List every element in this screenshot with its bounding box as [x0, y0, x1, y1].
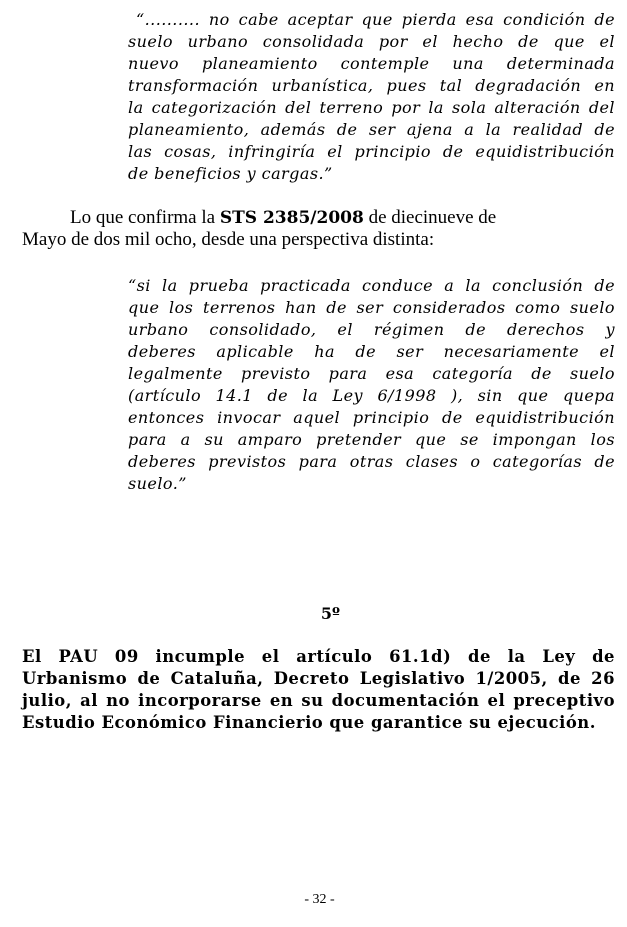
quote-line: urbano consolidado, el régimen de derechos y [128, 320, 615, 339]
quote-line: entonces invocar aquel principio de equidistribución [128, 408, 615, 427]
quote-line: “.......... no cabe aceptar que pierda esa condición de [136, 10, 615, 29]
quote-line: las cosas, infringiría el principio de equidistribución [128, 142, 615, 161]
quote-line: nuevo planeamiento contemple una determinada [128, 54, 615, 73]
paragraph-line-2: Mayo de dos mil ocho, desde una perspectiva distinta: [22, 229, 435, 250]
quote-line: “si la prueba practicada conduce a la conclusión de [128, 276, 615, 295]
quote-line: para a su amparo pretender que se impongan los [128, 430, 615, 449]
paragraph-intro: Lo que confirma la [70, 207, 220, 228]
quote-line: suelo.” [128, 474, 187, 493]
bold-line: El PAU 09 incumple el artículo 61.1d) de la Ley de [22, 647, 615, 666]
quote-line: planeamiento, además de ser ajena a la realidad de [128, 120, 615, 139]
quote-line: de beneficios y cargas.” [128, 164, 333, 183]
quote-block-2 [128, 275, 615, 495]
quote-line: la categorización del terreno por la sola alteración del [128, 98, 615, 117]
quote-line: deberes previstos para otras clases o categorías de [128, 452, 615, 471]
section-bold-paragraph [22, 646, 615, 734]
body-paragraph [22, 207, 602, 251]
quote-line: suelo urbano consolidada por el hecho de que el [128, 32, 615, 51]
page-number: - 32 - [304, 892, 335, 907]
paragraph-rest: de diecinueve de [363, 207, 497, 228]
sts-reference: STS 2385/2008 [219, 208, 364, 228]
quote-line: legalmente previsto para esa categoría de suelo [128, 364, 615, 383]
paragraph-line-1 [22, 207, 602, 229]
bold-line: Urbanismo de Cataluña, Decreto Legislativo 1/2005, de 26 [22, 669, 615, 688]
bold-line: julio, al no incorporarse en su documentación el preceptivo [22, 691, 615, 710]
quote-block-1 [128, 9, 615, 185]
quote-line: (artículo 14.1 de la Ley 6/1998 ), sin que quepa [128, 386, 615, 405]
section-heading: 5º [320, 604, 341, 623]
quote-line: transformación urbanística, pues tal degradación en [128, 76, 615, 95]
quote-line: que los terrenos han de ser considerados como suelo [128, 298, 615, 317]
bold-line: Estudio Económico Financierio que garantice su ejecución. [22, 713, 596, 732]
quote-line: deberes aplicable ha de ser necesariamente el [128, 342, 615, 361]
